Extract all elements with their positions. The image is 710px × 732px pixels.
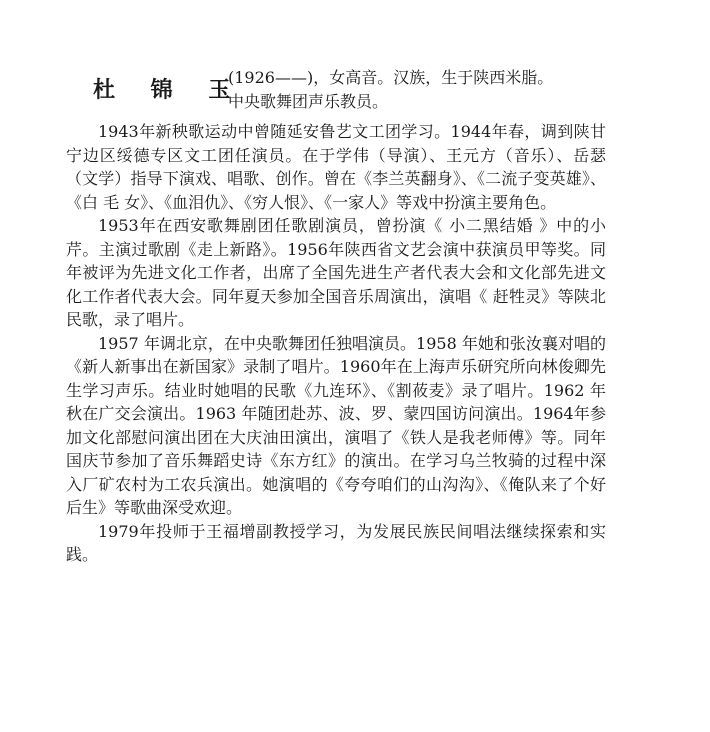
intro-line-2: 中央歌舞团声乐教员。 [228,92,389,111]
paragraph-1957: 1957 年调北京，在中央歌舞团任独唱演员。1958 年她和张汝襄对唱的《新人新事出在新国家》录制了唱片。1960年在上海声乐研究所向林俊卿先生学习声乐。结业时她唱的民歌《九连环》、《割莜麦》录了唱片。1962 年秋在广交会演出。1963 年随团赴苏、波、罗、蒙四国访问演出。1964年参加文化部慰问演出团在大庆油田演出，演唱了《铁人是我老师傅》等。同年国庆节参加了音乐舞蹈史诗《东方红》的演出。在学习乌兰牧骑的过程中深入厂矿农村为工农兵演出。她演唱的《夸夸咱们的山沟沟》、《俺队来了个好后生》等歌曲深受欢迎。 [66,333,606,517]
paragraph-1979: 1979年投师于王福增副教授学习，为发展民族民间唱法继续探索和实践。 [66,521,606,564]
biography-body [66,120,606,567]
intro-line-1: (1926——)，女高音。汉族，生于陕西米脂。 [228,68,554,87]
entry-name: 杜 锦 玉 [93,77,245,103]
entry-intro [228,66,608,114]
paragraph-1943: 1943年新秧歌运动中曾随延安鲁艺文工团学习。1944年春，调到陕甘宁边区绥德专区文工团任演员。在于学伟（导演）、王元方（音乐）、岳瑟（文学）指导下演戏、唱歌、创作。曾在《李兰英翻身》、《二流子变英雄》、《白 毛 女》、《血泪仇》、《穷人恨》、《一家人》等戏中扮演主要角色。 [66,122,606,212]
paragraph-1953: 1953年在西安歌舞剧团任歌剧演员，曾扮演《 小二黑结婚 》中的小芹。主演过歌剧《走上新路》。1956年陕西省文艺会演中获演员甲等奖。同年被评为先进文化工作者，出席了全国先进生产者代表大会和文化部先进文化工作者代表大会。同年夏天参加全国音乐周演出，演唱《 赶牲灵》等陕北民歌，录了唱片。 [66,216,606,329]
